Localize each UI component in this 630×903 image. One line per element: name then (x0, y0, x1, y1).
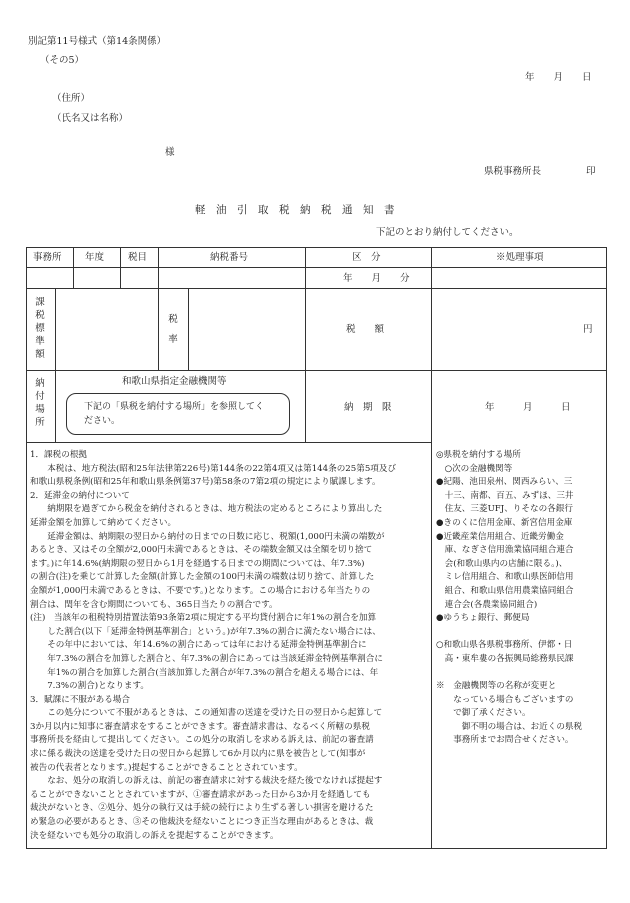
notes-line: め緊急の必要があるとき、③その他裁決を経ないことにつき正当な理由があるときは、裁 (30, 817, 374, 828)
notes-line: の割合(注)を乗じて計算した金額(計算した金額の100円未満の端数は切り捨て、計算した (30, 572, 375, 583)
payment-place-note-1: 下記の「県税を納付する場所」を参照してく (84, 402, 265, 412)
notes-line: 求に係る裁決の送達を受けた日の翌日から起算して6か月以内に県を被告として(知事が (30, 749, 366, 760)
col-processing: ※処理事項 (496, 252, 544, 263)
payment-places-line: ◎県税を納付する場所 (436, 450, 521, 460)
notes-line: 3か月以内に知事に審査請求をすることができます。審査請求書は、なるべく所轄の県税 (30, 721, 370, 732)
payment-places-line: 会(和歌山県内の店舗に限る。)、 (436, 558, 568, 569)
payment-place-note-2: ださい。 (84, 416, 121, 426)
payment-places-line: ●きのくに信用金庫、新宮信用金庫 (436, 517, 573, 528)
honorific: 様 (165, 147, 175, 158)
notes-line: 延滞金額を加算して納めてください。 (30, 517, 177, 528)
yen-unit: 円 (583, 324, 593, 335)
payment-places-line: ミレ信用組合、和歌山県医師信用 (436, 572, 574, 583)
notes-line: あるとき、又はその全額が2,000円未満であるときは、その端数金額又は全額を切り捨て (30, 545, 373, 556)
col-category: 区 分 (352, 252, 381, 263)
seal-mark: 印 (586, 166, 596, 177)
payment-places-line: ●紀陽、池田泉州、関西みらい、三 (436, 477, 573, 488)
notes-line: この処分について不服があるときは、この通知書の送達を受けた日の翌日から起算して (30, 708, 383, 719)
notes-line: 2．延滞金の納付について (30, 490, 130, 501)
rate-label: 税 率 (168, 314, 178, 345)
payment-places-line: 庫、なぎさ信用漁業協同組合連合 (436, 545, 574, 556)
payment-places-line: ●ゆうちょ銀行、郵便局 (436, 613, 530, 624)
payment-places-line: ●近畿産業信用組合、近畿労働金 (436, 531, 564, 542)
payment-places-line: なっている場合もございますの (436, 694, 574, 705)
notes-line: なお、処分の取消しの訴えは、前記の審査請求に対する裁決を経た後でなければ提起す (30, 776, 383, 787)
payment-places-line: 十三、南都、百五、みずほ、三井 (436, 490, 574, 501)
notes-line: 1．課税の根拠 (30, 450, 88, 460)
base-label: 課 税 標 準 額 (35, 297, 45, 360)
name-label: （氏名又は名称） (52, 113, 129, 124)
deadline-date: 年 月 日 (485, 402, 571, 413)
document-title: 軽 油 引 取 税 納 税 通 知 書 (195, 204, 395, 216)
notes-line: ることができないこととされていますが、①審査請求があった日から3か月を経過しても (30, 789, 371, 800)
payment-places-line: ※ 金融機関等の名称が変更と (436, 681, 557, 692)
notes-line: 3．賦課に不服がある場合 (30, 694, 130, 705)
notes-line: 年7.3%の割合を加算した割合と、年7.3%の割合にあっては当該延滞金特例基準割合に (30, 653, 383, 664)
payment-places-line: ○和歌山県各県税事務所、伊都・日 (436, 640, 573, 651)
notes-line: 被告の代表者となります。)提起することができることとされています。 (30, 762, 303, 773)
payment-places-line: ○次の金融機関等 (436, 463, 513, 474)
notes-line: その年中においては、年14.6%の割合にあっては年における延滞金特例基準割合に (30, 640, 367, 651)
payment-places-line: で御了承ください。 (436, 708, 531, 719)
payment-places-line: 高・東牟婁の各振興局総務県民課 (436, 653, 574, 664)
payment-places-line (436, 626, 582, 640)
notes-line: 裁決がないとき、②処分、処分の執行又は手続の続行により生ずる著しい損害を避けるた (30, 803, 374, 814)
notes-line: 金額が1,000円未満であるときは、不要です。)となります。この場合における年当たりの (30, 585, 371, 596)
notes-line: (注) 当該年の租税特別措置法第93条第2項に規定する平均貸付割合に年1%の割合を加算 (30, 613, 377, 624)
address-label: （住所） (52, 93, 91, 104)
document-subtitle: 下記のとおり納付してください。 (376, 227, 519, 238)
notes-line: 決を経ないでも処分の取消しの訴えを提起することができます。 (30, 830, 279, 841)
form-variant: （その5） (40, 55, 85, 66)
notes-line: 納期限を過ぎてから税金を納付されるときは、地方税法の定めるところにより算出した (30, 504, 383, 515)
payment-place-value: 和歌山県指定金融機関等 (122, 376, 227, 387)
notes-line: 事務所長を経由して提出してください。この処分の取消しを求める訴えは、前記の審査請 (30, 735, 374, 746)
payment-places-section (436, 449, 582, 748)
payment-place-label: 納 付 場 所 (35, 378, 45, 428)
payment-places-line: 連合会(各農業協同組合) (436, 599, 538, 610)
notes-line: 本税は、地方税法(昭和25年法律第226号)第144条の22第4項又は第144条の25第5項及び (30, 463, 397, 474)
col-office: 事務所 (33, 252, 62, 263)
payment-places-line: 御不明の場合は、お近くの県税 (436, 721, 583, 732)
col-tax-item: 税目 (128, 252, 148, 263)
col-tax-number: 納税番号 (210, 252, 249, 263)
period-field: 年 月 分 (343, 273, 410, 284)
deadline-label: 納 期 限 (344, 402, 392, 413)
notes-line: した割合(以下「延滞金特例基準割合」という。)が年7.3%の割合に満たない場合には、 (30, 626, 381, 637)
payment-places-line: 事務所までお問合せください。 (436, 735, 574, 746)
date-fields: 年 月 日 (525, 72, 592, 83)
tax-amount-label: 税 額 (346, 324, 385, 335)
notes-line: ます。)に年14.6%(納期限の翌日から1月を経過する日までの期間については、年7.3%) (30, 558, 365, 569)
payment-places-line: 住友、三菱UFJ、りそなの各銀行 (436, 504, 573, 515)
issuer-name: 県税事務所長 (484, 166, 542, 177)
notes-line: 延滞金額は、納期限の翌日から納付の日までの日数に応じ、税額(1,000円未満の端数が (30, 531, 385, 542)
payment-place-note-box (66, 393, 290, 435)
form-number: 別記第11号様式（第14条関係） (28, 36, 167, 47)
payment-places-line (436, 667, 582, 681)
notes-line: 和歌山県税条例(昭和25年和歌山県条例第37号)第58条の7第2項の規定により賦課します。 (30, 477, 381, 488)
payment-places-line: 組合、和歌山県信用農業協同組合 (436, 585, 574, 596)
notes-line: 年1%の割合を加算した割合(当該加算した割合が年7.3%の割合を超える場合には、年 (30, 667, 379, 678)
notes-line: 割合は、閏年を含む期間についても、365日当たりの割合です。 (30, 599, 278, 610)
notes-section (30, 449, 396, 843)
col-year: 年度 (85, 252, 105, 263)
notes-line: 7.3%の割合)となります。 (30, 681, 150, 692)
